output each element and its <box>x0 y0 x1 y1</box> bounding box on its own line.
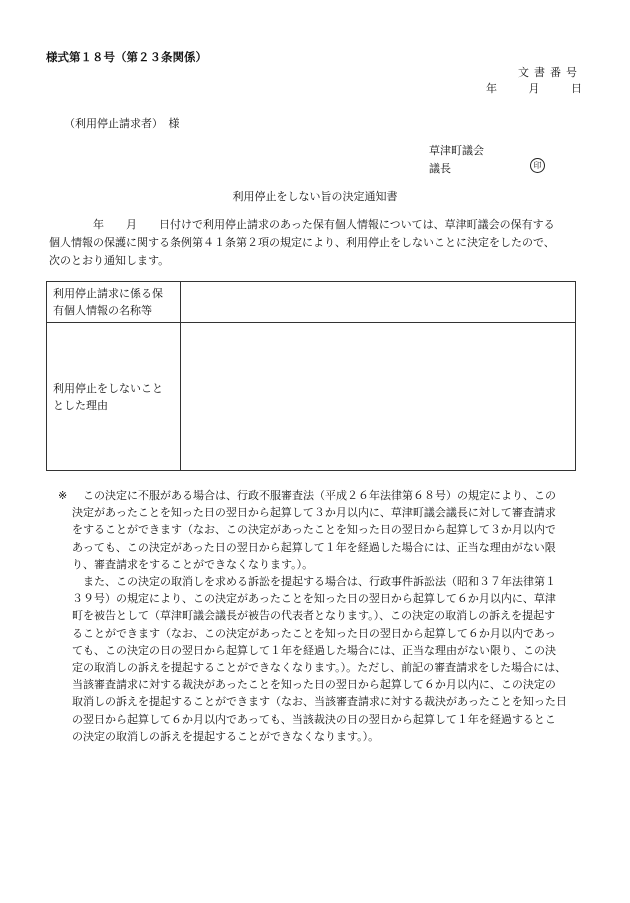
note-line: ても、この決定の日の翌日から起算して１年を経過した場合には、正当な理由がない限り、この決 <box>72 643 556 657</box>
table-row <box>47 323 576 471</box>
document-number: 文書番号 <box>518 66 582 79</box>
note-line: 決定があったことを知った日の翌日から起算して３か月以内に、草津町議会議長に対して審査請求 <box>72 506 556 520</box>
note-line: 取消しの訴えを提起することができます（なお、当該審査請求に対する裁決があったことを知った日 <box>72 695 567 709</box>
label-line: 利用停止をしないこと <box>53 381 163 395</box>
sender-title: 議長 <box>429 162 451 175</box>
date-year: 年 <box>486 82 497 95</box>
note-line: 当該審査請求に対する裁決があったことを知った日の翌日から起算して６か月以内に、この決定の <box>72 678 556 692</box>
note-line: 町を被告として（草津町議会議長が被告の代表者となります。）、この決定の取消しの訴えを提起す <box>72 609 556 623</box>
note-line: り、審査請求をすることができなくなります。）。 <box>72 557 314 571</box>
note-line: の翌日から起算して６か月以内であっても、当該裁決の日の翌日から起算して１年を経過するとこ <box>72 712 556 726</box>
note-line: の決定の取消しの訴えを提起することができなくなります。）。 <box>72 729 380 743</box>
intro-line: 次のとおり通知します。 <box>49 254 170 267</box>
note-line: この決定に不服がある場合は、行政不服審査法（平成２６年法律第６８号）の規定により、この <box>72 489 556 502</box>
note-mark: ※ <box>58 489 68 502</box>
label-line: とした理由 <box>53 398 108 412</box>
notes-section <box>58 487 588 745</box>
notes-body <box>58 487 588 745</box>
note-line: あっても、この決定があった日の翌日から起算して１年を経過した場合には、正当な理由がない限 <box>72 540 556 554</box>
date-day: 日 <box>571 82 582 95</box>
target-info-label <box>47 282 181 323</box>
label-line: 有個人情報の名称等 <box>53 304 152 317</box>
note-line: ３９号）の規定により、この決定があったことを知った日の翌日から起算して６か月以内に、草津 <box>72 592 556 606</box>
reason-label <box>47 323 181 471</box>
decision-table <box>46 281 576 471</box>
seal-mark: 印 <box>530 158 545 173</box>
label-line: 利用停止請求に係る保 <box>53 287 163 300</box>
note-line: 定の取消しの訴えを提起することができなくなります。）。ただし、前記の審査請求をした場合には、 <box>72 661 567 675</box>
note-line: ることができます（なお、この決定があったことを知った日の翌日から起算して６か月以内であっ <box>72 626 556 640</box>
note-line: をすることができます（なお、この決定があったことを知った日の翌日から起算して３か月以内で <box>72 523 556 537</box>
sender-organization: 草津町議会 <box>429 144 484 157</box>
form-number: 様式第１８号（第２３条関係） <box>46 50 207 64</box>
date-month: 月 <box>528 82 540 95</box>
note-line: また、この決定の取消しを求める訴訟を提起する場合は、行政事件訴訟法（昭和３７年法律第１ <box>72 575 556 589</box>
reason-value <box>181 323 576 471</box>
intro-line: 個人情報の保護に関する条例第４１条第２項の規定により、利用停止をしないことに決定をしたので、 <box>49 236 555 249</box>
intro-line: 年 月 日付けで利用停止請求のあった保有個人情報については、草津町議会の保有する <box>49 218 555 231</box>
target-info-value <box>181 282 576 323</box>
intro-paragraph <box>49 216 581 270</box>
issue-date <box>486 80 582 96</box>
table-row <box>47 282 576 323</box>
document-title: 利用停止をしない旨の決定通知書 <box>232 190 398 203</box>
addressee: （利用停止請求者） 様 <box>64 117 180 130</box>
